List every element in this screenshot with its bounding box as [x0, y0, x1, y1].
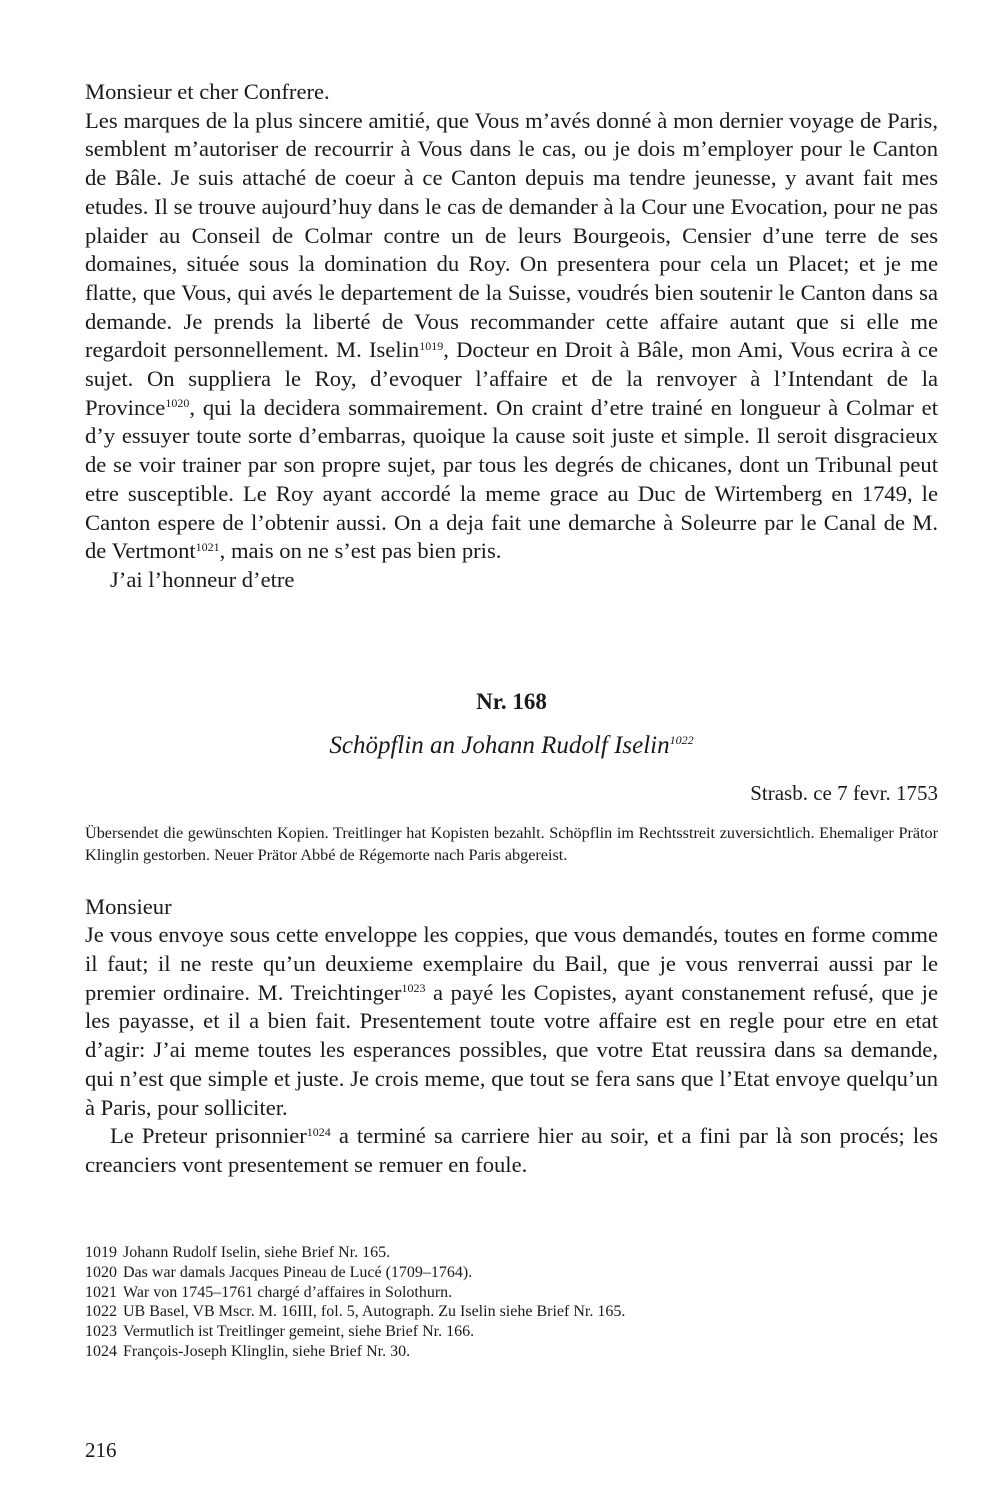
letter-text: a payé les Copistes, ayant constanement refusé, que je les payasse, et il a bien fait. Presentement toute votre affaire est en regle pour etre en etat d’agir: J’ai meme toutes les esperances possibles, que votre Etat reussira dans sa demande, qui n’est que simple et juste. Je crois meme, que tout se fera sans que l’Etat envoye quelqu’un à Paris, pour solliciter.: [85, 979, 938, 1120]
letter-text: , Docteur en Droit à Bâle, mon Ami, Vous ecrira à ce sujet. On suppliera le Roy, d’evoquer l’affaire et de la renvoyer à l’Intendant de la Province: [85, 337, 938, 420]
footnote-ref-1023[interactable]: 1023: [401, 981, 426, 996]
letter-number-heading: Nr. 168: [476, 688, 547, 714]
letter-paragraph: [85, 1122, 938, 1179]
footnotes: [85, 1243, 938, 1362]
footnote-ref-1024[interactable]: 1024: [306, 1124, 331, 1139]
footnote-text: War von 1745–1761 chargé d’affaires in Solothurn.: [123, 1283, 453, 1301]
footnote-ref-1019[interactable]: 1019: [419, 338, 444, 353]
letter-salutation: Monsieur et cher Confrere.: [85, 79, 330, 104]
footnote-text: Johann Rudolf Iselin, siehe Brief Nr. 165.: [123, 1244, 391, 1261]
footnote-number: 1024: [85, 1342, 117, 1360]
letter-text: Les marques de la plus sincere amitié, que Vous m’avés donné à mon dernier voyage de Paris, semblent m’autoriser de recourrir à Vous dans le cas, ou je dois m’employer pour le Canton de Bâle. Je suis attaché de coeur à ce Canton depuis ma tendre jeunesse, y avant fait mes etudes. Il se trouve aujourd’huy dans le cas de demander à la Cour une Evocation, pour ne pas plaider au Conseil de Colmar contre un de leurs Bourgeois, Censier d’une terre de ses domaines, située sous la domination du Roy. On presentera pour cela un Placet; et je me flatte, que Vous, qui avés le departement de la Suisse, voudrés bien soutenir le Canton dans sa demande. Je prends la liberté de Vous recommander cette affaire autant que si elle me regardoit personnellement. M. Iselin: [85, 107, 938, 363]
footnote-ref-1022[interactable]: 1022: [669, 733, 694, 748]
footnote-text: Das war damals Jacques Pineau de Lucé (1709–1764).: [123, 1263, 473, 1281]
footnote: [85, 1263, 938, 1283]
letter-text: Je vous envoye sous cette enveloppe les coppies, que vous demandés, toutes en forme comme il faut; il ne reste qu’un deuxieme exemplaire du Bail, que je vous renverrai aussi par le premier ordinaire. M. Treichtinger: [85, 922, 938, 1005]
letter-dateline: Strasb. ce 7 fevr. 1753: [750, 780, 938, 805]
footnote: [85, 1342, 938, 1362]
footnote-text: François-Joseph Klinglin, siehe Brief Nr. 30.: [123, 1342, 411, 1360]
footnote-number: 1023: [85, 1323, 117, 1341]
footnote-ref-1021[interactable]: 1021: [195, 539, 220, 554]
letter-title-text: Schöpflin an Johann Rudolf Iselin: [329, 731, 670, 759]
letter-salutation: Monsieur: [85, 893, 172, 919]
letter-text: a terminé sa carriere hier au soir, et a fini par là son procés; les creanciers vont presentement se remuer en foule.: [85, 1123, 938, 1177]
letter-text: , mais on ne s’est pas bien pris.: [219, 538, 502, 564]
footnote-number: 1019: [85, 1244, 117, 1261]
letter-167-body: [85, 78, 938, 595]
letter-paragraph: [85, 921, 938, 1122]
footnote-ref-1020[interactable]: 1020: [165, 396, 190, 411]
page-body: [85, 78, 938, 1180]
footnote-number: 1020: [85, 1263, 117, 1281]
letter-paragraph: [85, 107, 938, 566]
letter-text: Le Preteur prisonnier: [110, 1123, 307, 1149]
footnote: [85, 1283, 938, 1303]
footnote: [85, 1302, 938, 1322]
footnote: [85, 1322, 938, 1342]
letter-summary: Übersendet die gewünschten Kopien. Treitlinger hat Kopisten bezahlt. Schöpflin im Rechtsstreit zuversichtlich. Ehemaliger Prätor Klinglin gestorben. Neuer Prätor Abbé de Régemorte nach Paris abgereist.: [85, 823, 938, 864]
footnote: [85, 1243, 938, 1263]
footnote-number: 1021: [85, 1283, 117, 1301]
letter-text: , qui la decidera sommairement. On craint d’etre trainé en longueur à Colmar et d’y essuyer toute sorte d’embarras, quoique la cause soit juste et simple. Il seroit disgracieux de se voir trainer par son propre sujet, par tous les degrés de chicanes, dont un Tribunal peut etre susceptible. Le Roy ayant accordé la meme grace au Duc de Wirtemberg en 1749, le Canton espere de l’obtenir aussi. On a deja fait une demarche à Soleurre par le Canal de M. de Vertmont: [85, 394, 938, 564]
letter-168-body: [85, 893, 938, 1180]
footnote-text: Vermutlich ist Treitlinger gemeint, siehe Brief Nr. 166.: [123, 1323, 475, 1341]
footnote-number: 1022: [85, 1303, 117, 1321]
page-number: 216: [85, 1438, 117, 1462]
letter-title: [85, 729, 938, 763]
footnote-text: UB Basel, VB Mscr. M. 16III, fol. 5, Autograph. Zu Iselin siehe Brief Nr. 165.: [123, 1303, 626, 1321]
letter-closing: J’ai l’honneur d’etre: [110, 566, 295, 592]
